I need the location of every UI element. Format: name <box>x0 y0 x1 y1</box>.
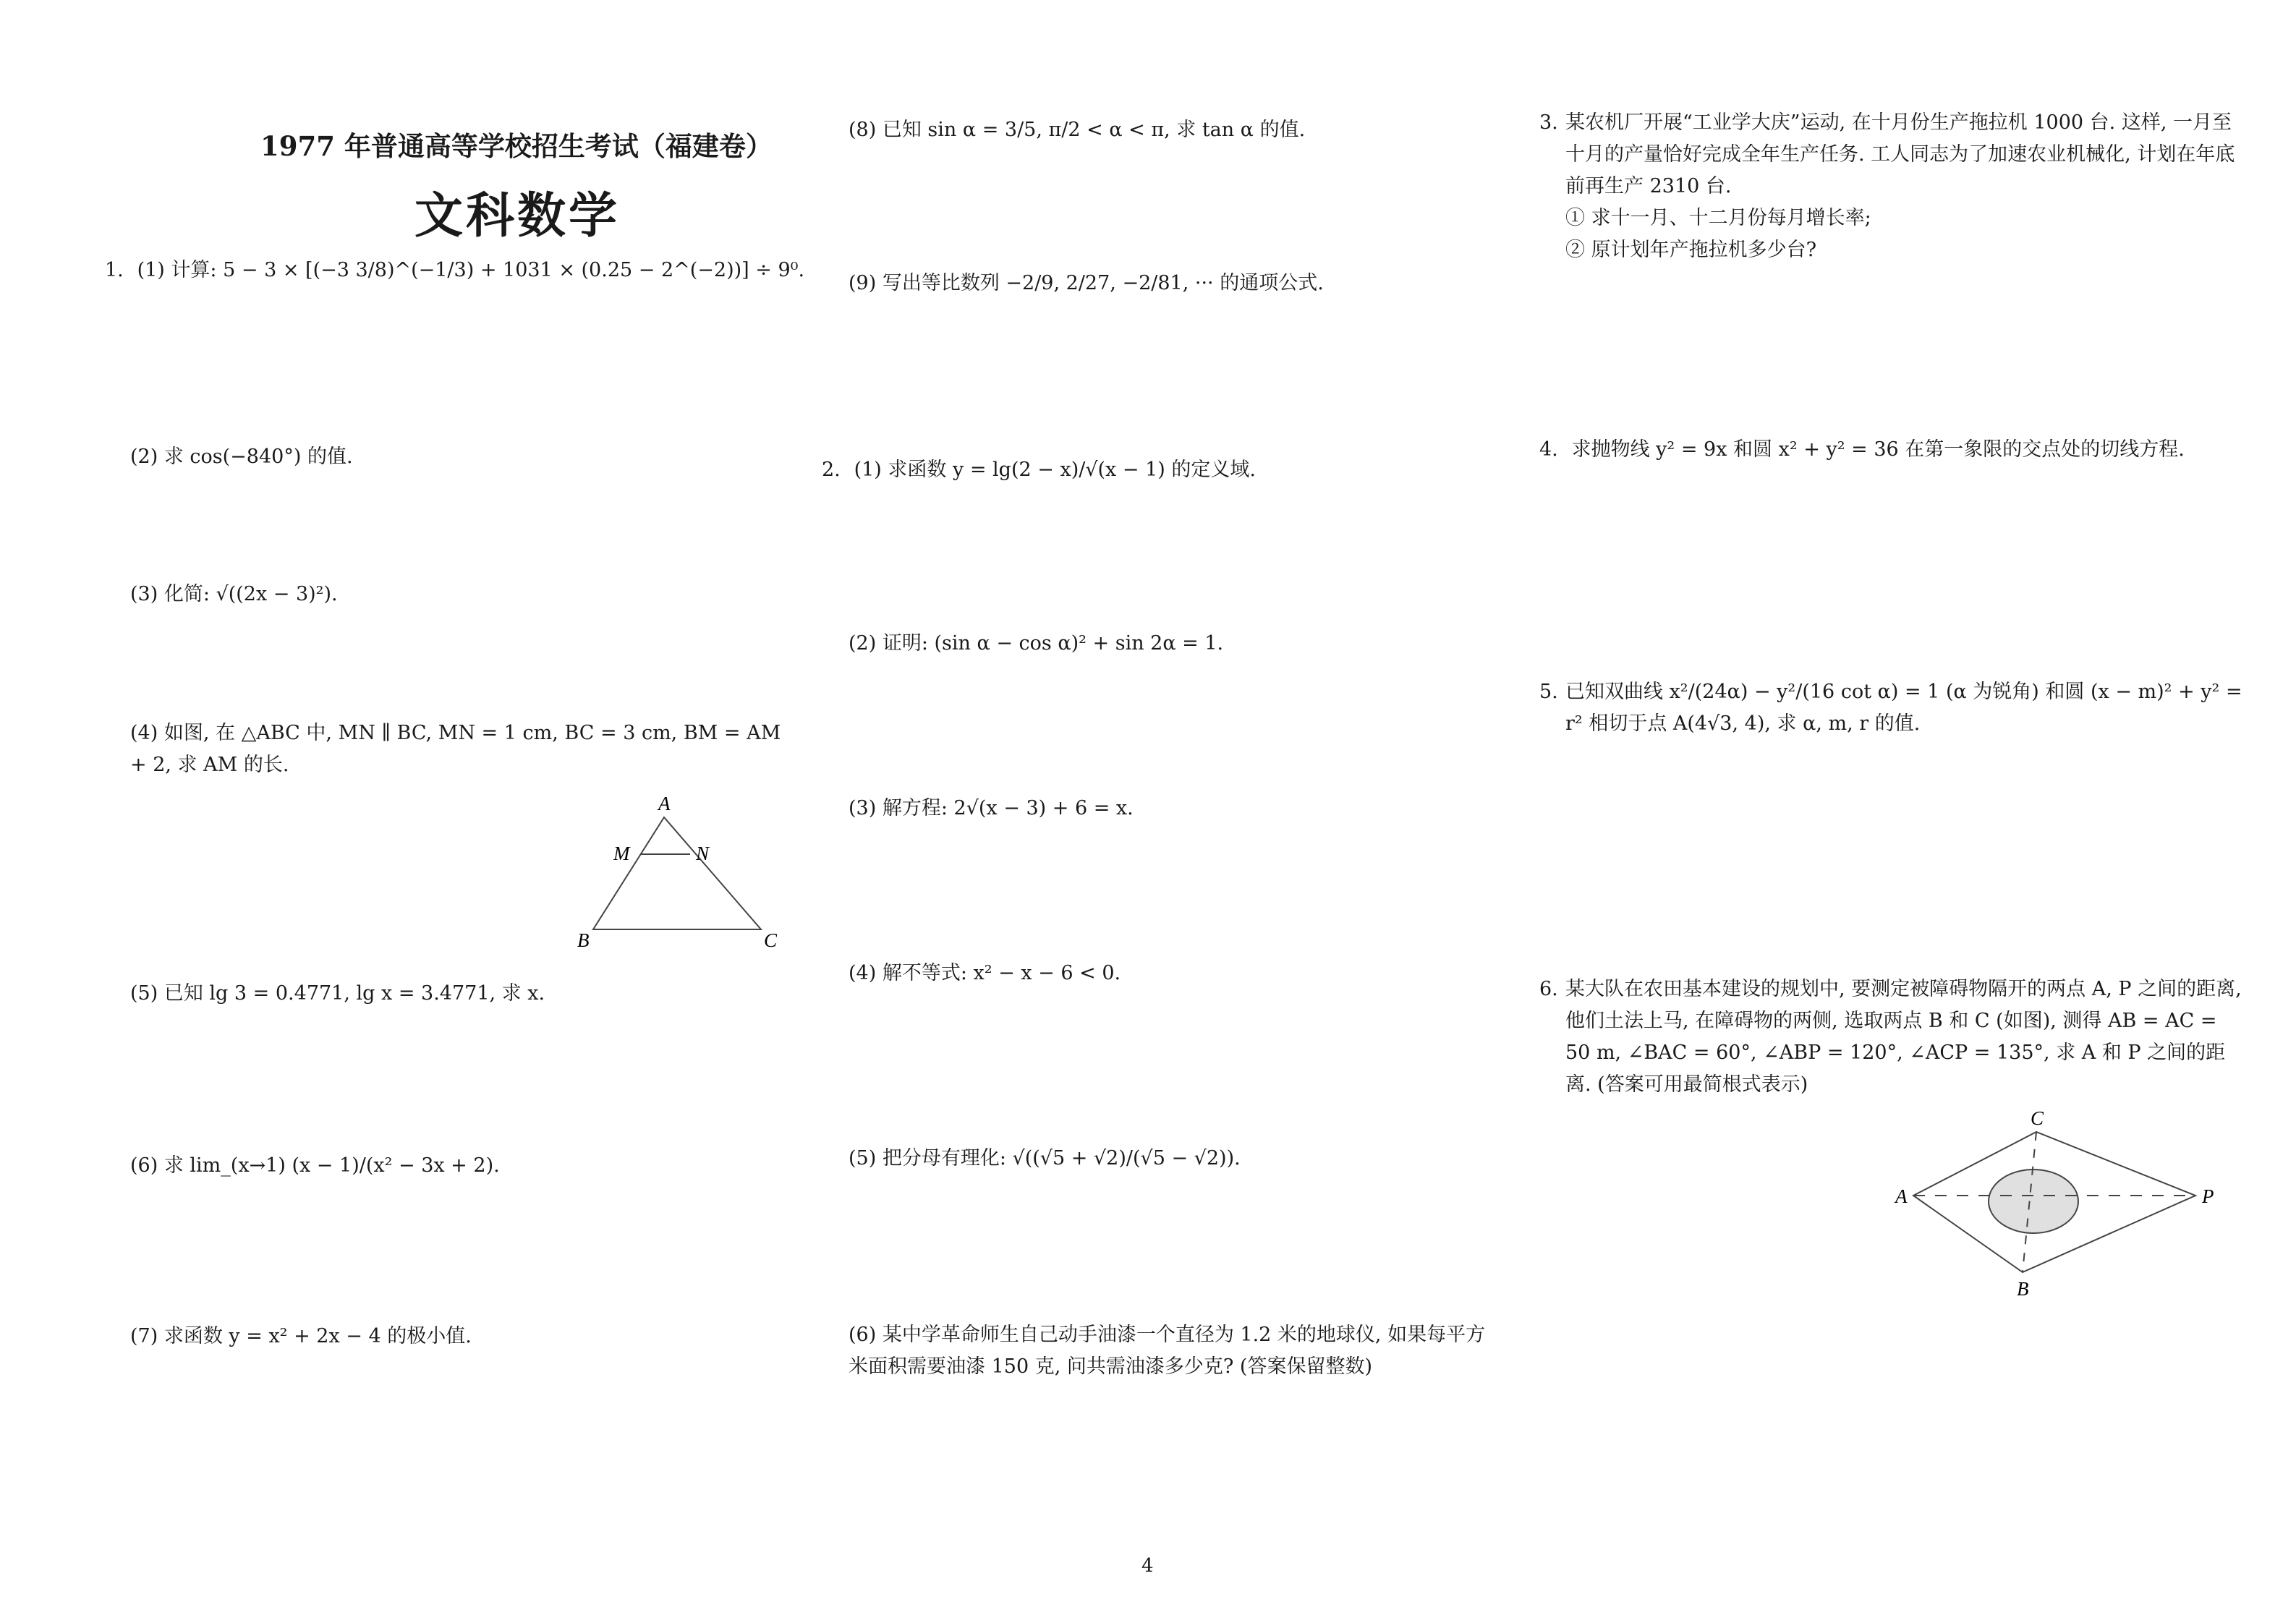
question-3-part-a: ① 求十一月、十二月份每月增长率; <box>1565 207 1871 229</box>
question-2-1 <box>822 454 1256 486</box>
question-1-8: (8) 已知 sin α = 3/5, π/2 < α < π, 求 tan α 的值. <box>849 119 1306 141</box>
question-3 <box>1539 107 2245 266</box>
question-text: 某农机厂开展“工业学大庆”运动, 在十月份生产拖拉机 1000 台. 这样, 一月至十月的产量恰好完成全年生产任务. 工人同志为了加速农业机械化, 计划在年底前再生产 2310 台. <box>1565 111 2235 197</box>
label-b: B <box>577 929 590 951</box>
question-text: 某大队在农田基本建设的规划中, 要测定被障碍物隔开的两点 A, P 之间的距离, 他们土法上马, 在障碍物的两侧, 选取两点 B 和 C (如图), 测得 AB = AC = 50 m, ∠BAC = 60°, ∠ABP = 120°, ∠ACP = 135°, 求 A 和 P 之间的距离. (答案可用最简根式表示) <box>1565 978 2242 1096</box>
question-1-7: (7) 求函数 y = x² + 2x − 4 的极小值. <box>130 1325 472 1347</box>
question-1-6: (6) 求 lim_(x→1) (x − 1)/(x² − 3x + 2). <box>130 1154 500 1177</box>
obstacle-ellipse <box>1989 1170 2078 1233</box>
question-text: (1) 求函数 y = lg(2 − x)/√(x − 1) 的定义域. <box>854 459 1256 481</box>
label-a: A <box>1895 1185 1908 1207</box>
question-number: 5. <box>1539 681 1558 703</box>
label-a: A <box>658 793 671 814</box>
label-m: M <box>613 843 630 864</box>
question-number: 6. <box>1539 978 1558 1000</box>
question-number: 3. <box>1539 111 1558 134</box>
question-2-3: (3) 解方程: 2√(x − 3) + 6 = x. <box>849 797 1134 819</box>
label-c: C <box>2031 1110 2044 1129</box>
question-text: 求抛物线 y² = 9x 和圆 x² + y² = 36 在第一象限的交点处的切线方程. <box>1571 438 2185 461</box>
question-number: 4. <box>1539 438 1558 461</box>
question-1-5: (5) 已知 lg 3 = 0.4771, lg x = 3.4771, 求 x. <box>130 982 545 1005</box>
question-2-2: (2) 证明: (sin α − cos α)² + sin 2α = 1. <box>849 632 1224 655</box>
question-1-3: (3) 化简: √((2x − 3)²). <box>130 583 338 605</box>
subject-title: 文科数学 <box>414 187 620 244</box>
question-text: 已知双曲线 x²/(24α) − y²/(16 cot α) = 1 (α 为锐角) 和圆 (x − m)² + y² = r² 相切于点 A(4√3, 4), 求 α, m, r 的值. <box>1565 681 2242 735</box>
question-1-9: (9) 写出等比数列 −2/9, 2/27, −2/81, ··· 的通项公式. <box>849 272 1324 294</box>
triangle-figure <box>571 792 788 955</box>
question-number: 2. <box>822 459 841 481</box>
label-b: B <box>2017 1278 2029 1300</box>
label-n: N <box>696 843 710 864</box>
quadrilateral-figure <box>1881 1110 2228 1305</box>
question-2-6: (6) 某中学革命师生自己动手油漆一个直径为 1.2 米的地球仪, 如果每平方米面积需要油漆 150 克, 问共需油漆多少克? (答案保留整数) <box>849 1324 1486 1378</box>
label-p: P <box>2202 1185 2214 1207</box>
question-1-4: (4) 如图, 在 △ABC 中, MN ∥ BC, MN = 1 cm, BC = 3 cm, BM = AM + 2, 求 AM 的长. <box>130 722 781 776</box>
question-6 <box>1539 974 2245 1101</box>
question-1-1 <box>105 255 804 286</box>
label-c: C <box>764 929 778 951</box>
question-text: (1) 计算: 5 − 3 × [(−3 3/8)^(−1/3) + 1031 × (0.25 − 2^(−2))] ÷ 9⁰. <box>137 259 805 281</box>
question-2-5: (5) 把分母有理化: √((√5 + √2)/(√5 − √2)). <box>849 1147 1241 1170</box>
question-5 <box>1539 676 2245 740</box>
question-2-4: (4) 解不等式: x² − x − 6 < 0. <box>849 962 1121 984</box>
question-1-2: (2) 求 cos(−840°) 的值. <box>130 446 353 468</box>
question-number: 1. <box>105 259 124 281</box>
question-3-part-b: ② 原计划年产拖拉机多少台? <box>1565 239 1817 261</box>
exam-title: 1977 年普通高等学校招生考试（福建卷） <box>260 130 773 162</box>
question-4 <box>1539 434 2185 466</box>
triangle-abc <box>593 817 761 929</box>
page-number: 4 <box>1141 1555 1154 1577</box>
